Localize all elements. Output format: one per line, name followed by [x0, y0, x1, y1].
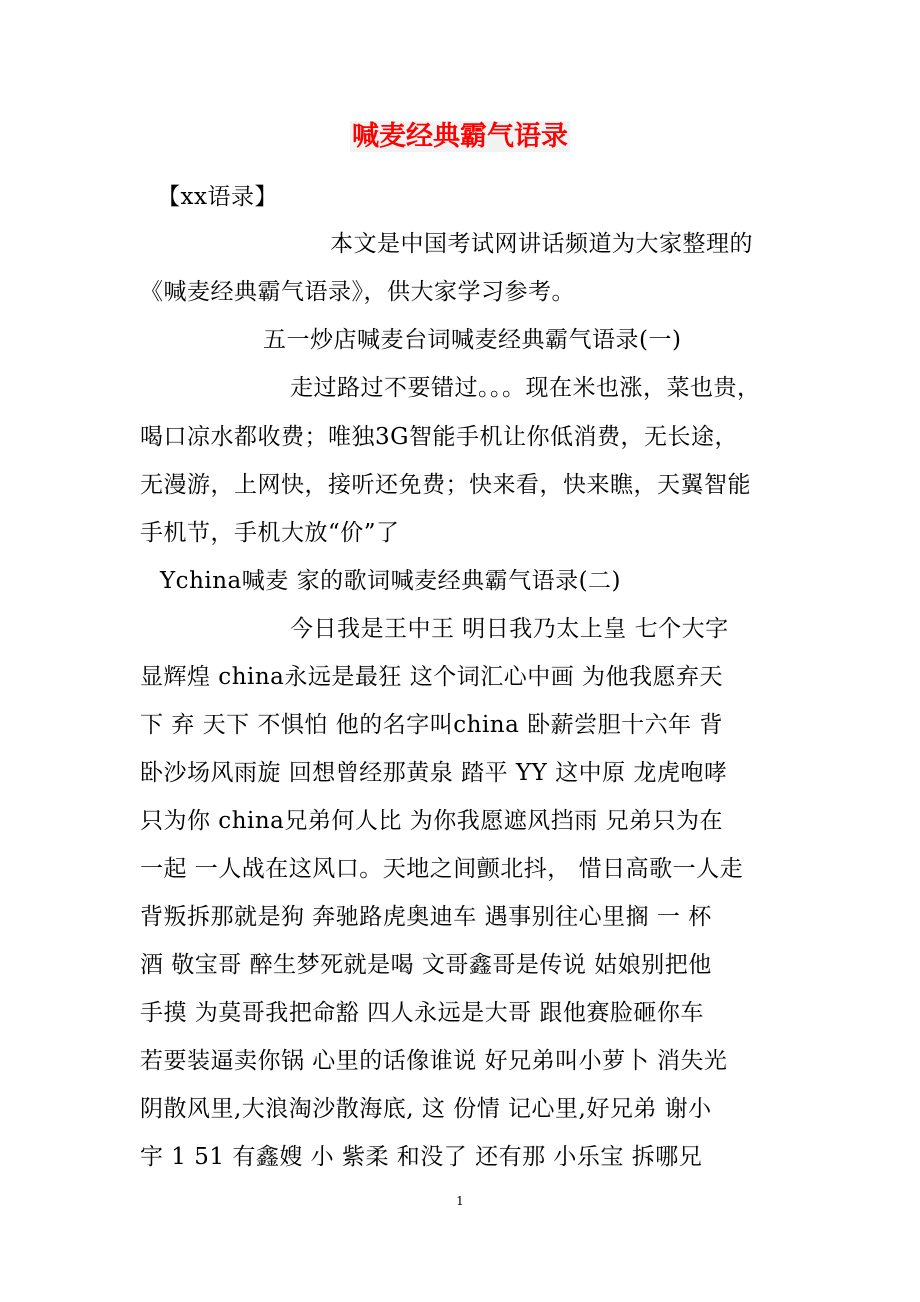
- paragraph-line: 喝口凉水都收费；唯独3G智能手机让你低消费，无长途，: [140, 424, 739, 450]
- intro-line: 《喊麦经典霸气语录》，供大家学习参考。: [140, 279, 575, 305]
- paragraph-line: 阴散风里,大浪淘沙散海底, 这 份情 记心里,好兄弟 谢小: [140, 1096, 712, 1122]
- document-title: [0, 112, 920, 162]
- paragraph-line: 走过路过不要错过。。。现在米也涨，菜也贵，: [290, 375, 761, 401]
- section-heading-two: Ychina喊麦 家的歌词喊麦经典霸气语录(二): [160, 568, 622, 594]
- paragraph-line: 卧沙场风雨旋 回想曾经那黄泉 踏平 YY 这中原 龙虎咆哮: [140, 760, 728, 786]
- paragraph-line: 酒 敬宝哥 醉生梦死就是喝 文哥鑫哥是传说 姑娘别把他: [140, 952, 712, 978]
- paragraph-line: 手摸 为莫哥我把命豁 四人永远是大哥 跟他赛脸砸你车: [140, 1000, 704, 1026]
- paragraph-line: 背叛拆那就是狗 奔驰路虎奥迪车 遇事别往心里搁 一 杯: [140, 904, 712, 930]
- paragraph-line: 只为你 china兄弟何人比 为你我愿遮风挡雨 兄弟只为在: [140, 808, 724, 834]
- paragraph-line: 手机节，手机大放“价”了: [140, 520, 400, 546]
- paragraph-line: 显辉煌 china永远是最狂 这个词汇心中画 为他我愿弃天: [140, 664, 724, 690]
- page-number: 1: [456, 1194, 464, 1208]
- document-title-text: 喊麦经典霸气语录: [352, 121, 568, 152]
- paragraph-line: 一起 一人战在这风口。天地之间颤北抖， 惜日高歌一人走: [140, 856, 744, 882]
- paragraph-line: 下 弃 天下 不惧怕 他的名字叫china 卧薪尝胆十六年 背: [140, 712, 723, 738]
- paragraph-line: 若要装逼卖你锅 心里的话像谁说 好兄弟叫小萝卜 消失光: [140, 1048, 728, 1074]
- paragraph-line: 宇 1 51 有鑫嫂 小 紫柔 和没了 还有那 小乐宝 拆哪兄: [140, 1144, 703, 1170]
- intro-line: 本文是中国考试网讲话频道为大家整理的: [330, 231, 753, 257]
- section-heading-one: 五一炒店喊麦台词喊麦经典霸气语录(一): [263, 327, 682, 353]
- paragraph-line: 今日我是王中王 明日我乃太上皇 七个大字: [290, 616, 729, 642]
- document-tag: 【xx语录】: [157, 184, 278, 210]
- paragraph-line: 无漫游，上网快，接听还免费；快来看，快来瞧，天翼智能: [140, 472, 751, 498]
